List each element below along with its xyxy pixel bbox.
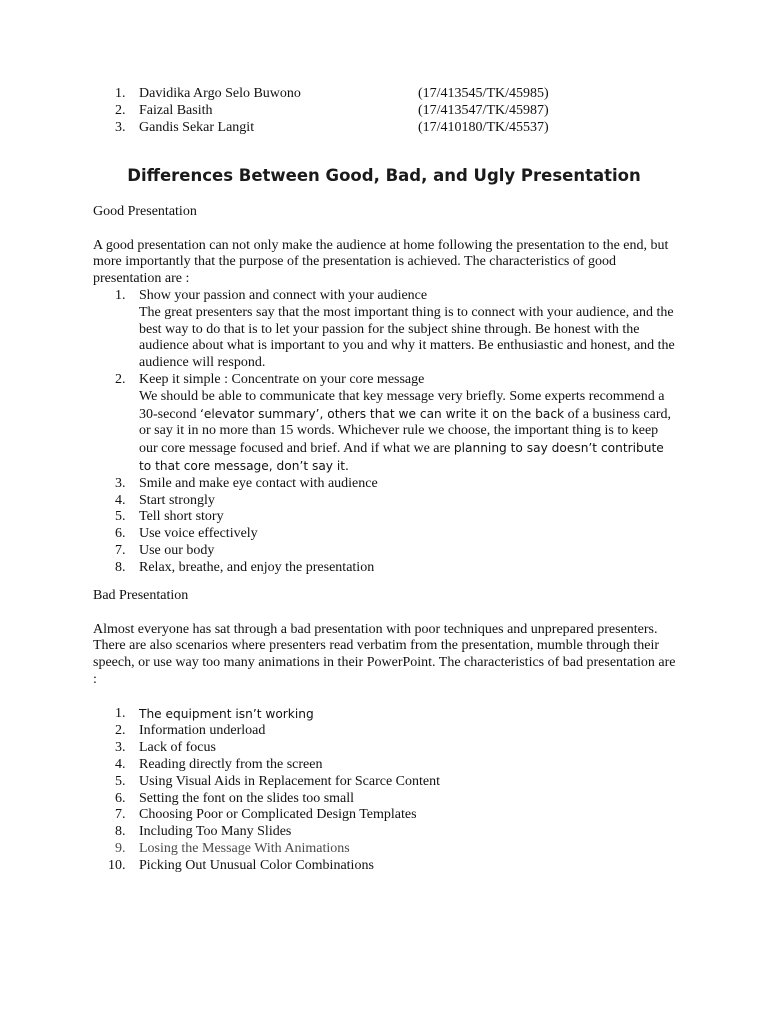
list-item: 3. Smile and make eye contact with audience: [115, 475, 378, 491]
member-name: Faizal Basith: [139, 102, 213, 118]
member-name: Gandis Sekar Langit: [139, 119, 255, 135]
list-item-label: Use our body: [139, 542, 215, 558]
list-item-label: The equipment isn’t working: [139, 706, 314, 721]
list-item: 5. Using Visual Aids in Replacement for Scarce Content: [115, 773, 441, 789]
list-item: 1. Show your passion and connect with your audience The great presenters say that the most important thing is to connect with your audience, and the best way to do that is to let your passion for the subject shine through. Be honest with the audience about what is important to you and why it matters. Be enthusiastic and honest, and the audience will respond.: [93, 288, 678, 372]
list-item: 10. Picking Out Unusual Color Combinations: [108, 857, 374, 873]
list-item: 4. Reading directly from the screen: [115, 756, 323, 772]
list-item-label: Including Too Many Slides: [139, 824, 292, 840]
member-number: 1.: [115, 86, 126, 101]
good-presentation-section: [93, 204, 678, 577]
section-heading-bad: Bad Presentation: [93, 588, 189, 603]
bad-presentation-section: [93, 588, 678, 875]
list-item: 6. Setting the font on the slides too small: [115, 790, 355, 806]
list-item-label: Using Visual Aids in Replacement for Scarce Content: [139, 773, 441, 789]
list-item-description: We should be able to communicate that key message very briefly. Some experts recommend a 30-second ‘elevator summary’, others that we can write it on the back of a business card, or say it in no more than 15 words. Whichever rule we choose, the important thing is to keep our core message focused and brief. And if what we are planning to say doesn’t contribute to that core message, don’t say it.: [139, 388, 672, 473]
list-item-label: Keep it simple : Concentrate on your core message: [139, 371, 425, 387]
list-item-label: Choosing Poor or Complicated Design Templates: [139, 807, 417, 823]
good-characteristics-list: [93, 288, 678, 577]
list-item-label: Relax, breathe, and enjoy the presentation: [139, 559, 375, 575]
list-item: 2. Keep it simple : Concentrate on your core message We should be able to communicate that key message very briefly. Some experts recommend a 30-second ‘elevator summary’, others that we can write it on the back of a business card, or say it in no more than 15 words. Whichever rule we choose, the important thing is to keep our core message focused and brief. And if what we are planning to say doesn’t contribute to that core message, don’t say it.: [93, 372, 678, 476]
document-title: Differences Between Good, Bad, and Ugly Presentation: [127, 166, 641, 185]
member-id: (17/413545/TK/45985): [418, 86, 549, 101]
list-item-label: Losing the Message With Animations: [139, 840, 350, 856]
list-item: 9. Losing the Message With Animations: [115, 840, 350, 856]
member-number: 2.: [115, 102, 126, 118]
section-heading-good: Good Presentation: [93, 204, 197, 219]
list-item: 6. Use voice effectively: [115, 526, 258, 542]
list-item-label: Reading directly from the screen: [139, 756, 323, 772]
member-row: [115, 120, 575, 137]
list-item: 7. Use our body: [115, 542, 215, 558]
list-item-label: Smile and make eye contact with audience: [139, 475, 378, 491]
member-list: [115, 86, 575, 136]
list-item: 7. Choosing Poor or Complicated Design Templates: [115, 807, 417, 823]
member-row: [115, 86, 575, 103]
member-id: (17/413547/TK/45987): [418, 102, 549, 118]
member-name: Davidika Argo Selo Buwono: [139, 86, 301, 101]
list-item: 3. Lack of focus: [115, 740, 216, 756]
list-item-label: Lack of focus: [139, 740, 216, 756]
bad-intro-paragraph: Almost everyone has sat through a bad presentation with poor techniques and unprepared presenters. There are also scenarios where presenters read verbatim from the presentation, mumble through their speech, or use way too many animations in their PowerPoint. The characteristics of bad presentation are :: [93, 621, 676, 687]
member-number: 3.: [115, 119, 126, 135]
list-item: 1. The equipment isn’t working: [115, 705, 314, 721]
list-item-label: Use voice effectively: [139, 526, 258, 542]
member-row: [115, 103, 575, 120]
list-item-label: Tell short story: [139, 509, 224, 525]
good-intro-paragraph: A good presentation can not only make the audience at home following the presentation to the end, but more importantly that the purpose of the presentation is achieved. The characteristics of good presentation are :: [93, 237, 669, 287]
list-item-label: Show your passion and connect with your audience: [139, 287, 428, 303]
list-item-label: Start strongly: [139, 492, 215, 508]
list-item: 5. Tell short story: [115, 509, 224, 525]
list-item: 4. Start strongly: [115, 492, 215, 508]
list-item-description: The great presenters say that the most important thing is to connect with your audience, and the best way to do that is to let your passion for the subject shine through. Be honest with the audience about what is important to you and why it matters. Be enthusiastic and honest, and the audience will respond.: [139, 304, 675, 371]
list-item-label: Setting the font on the slides too small: [139, 790, 355, 806]
member-id: (17/410180/TK/45537): [418, 119, 549, 135]
list-item-label: Information underload: [139, 723, 266, 739]
bad-characteristics-list: [93, 706, 678, 875]
list-item: 8. Including Too Many Slides: [115, 824, 292, 840]
list-item-label: Picking Out Unusual Color Combinations: [139, 857, 374, 873]
list-item: 8. Relax, breathe, and enjoy the presentation: [115, 559, 375, 575]
list-item: 2. Information underload: [115, 723, 266, 739]
